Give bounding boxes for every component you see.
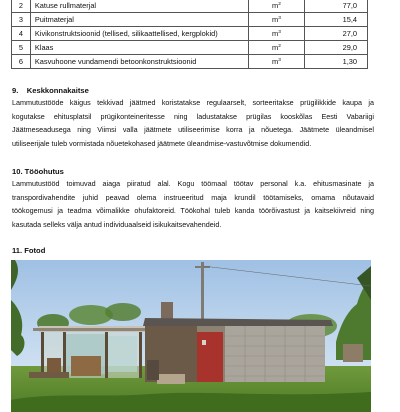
- section-9-heading: 9. Keskkonnakaitse: [12, 86, 89, 95]
- paragraph-line: kasutada selleks välja antud individuaalseid isikukaitsevahendeid.: [12, 219, 222, 229]
- table-row: [12, 13, 368, 27]
- section-9-paragraph: [12, 96, 374, 150]
- section-11-heading: 11. Fotod: [12, 246, 46, 255]
- quantity-cell: 29,0: [305, 41, 368, 55]
- description-cell: Kivikonstruktsioonid (tellised, silikaattellised, kergplokid): [30, 27, 248, 41]
- section-10-heading: 10. Tööohutus: [12, 167, 64, 176]
- unit-text: m: [272, 0, 279, 10]
- table-row: [12, 27, 368, 41]
- table-row: [12, 55, 368, 69]
- building: [145, 326, 325, 384]
- unit-text: m: [272, 28, 279, 38]
- unit-text: m: [272, 14, 279, 24]
- row-number-cell: 2: [12, 0, 31, 13]
- greenhouse-ruin: [29, 326, 157, 378]
- table-row: [12, 41, 368, 55]
- row-number-cell: 5: [12, 41, 31, 55]
- paragraph-line: transpordivahendite juhid peavad olema instrueeritud maja krundil töötamiseks, omama nõutavaid: [12, 192, 374, 202]
- unit-exponent: 2: [278, 43, 281, 49]
- description-cell: Kasvuhoone vundamendi betoonkonstruktsioonid: [30, 55, 248, 69]
- unit-cell: [248, 13, 305, 27]
- unit-exponent: 3: [278, 57, 281, 63]
- unit-text: m: [272, 42, 279, 52]
- row-number-cell: 3: [12, 13, 31, 27]
- quantity-cell: 1,30: [305, 55, 368, 69]
- unit-exponent: 3: [278, 29, 281, 35]
- section-10-paragraph: [12, 177, 374, 231]
- paragraph-line: utiliseerijale tuleb vormistada nõuetekohased jäätmete üleandmise-vastuvõtmise dokumendid.: [12, 138, 312, 148]
- unit-cell: [248, 0, 305, 13]
- description-cell: Katuse rullmaterjal: [30, 0, 248, 13]
- table-row: [12, 0, 368, 13]
- shed: [343, 344, 363, 362]
- paragraph-line: Lammutustööde käigus tekkivad jäätmed koristatakse regulaarselt, sorteeritakse prügilikkide kaupa ja: [12, 98, 374, 107]
- unit-exponent: 2: [278, 1, 281, 7]
- quantity-cell: 15,4: [305, 13, 368, 27]
- paragraph-line: kogutakse ehitusplatsil prügikonteineritesse ning ladustatakse prügilas kooskõlas Eesti Vabariigi: [12, 111, 374, 121]
- quantity-cell: 77,0: [305, 0, 368, 13]
- paragraph-line: Jäätmeseadusega ning Viimsi valla jäätmete utiliseerimise korra ja nõuetega. Jäätmete üleandmisel: [12, 125, 374, 135]
- materials-table-body: [12, 0, 368, 69]
- row-number-cell: 6: [12, 55, 31, 69]
- paragraph-line: töökogemusi ja teadma võimalikke ohufaktoreid. Töökohal tuleb kanda töörõivastust ja kaitsekiivreid ning: [12, 206, 374, 216]
- quantity-cell: 27,0: [305, 27, 368, 41]
- row-number-cell: 4: [12, 27, 31, 41]
- unit-text: m: [272, 56, 279, 66]
- unit-cell: [248, 27, 305, 41]
- paragraph-line: Lammutustööd toimuvad aiaga piiratud alal. Kogu töömaal töötav personal k.a. ehitusmasinate ja: [12, 179, 374, 188]
- description-cell: Klaas: [30, 41, 248, 55]
- unit-cell: [248, 41, 305, 55]
- chimney: [161, 302, 173, 320]
- building-photo: [11, 260, 371, 412]
- unit-exponent: 3: [278, 15, 281, 21]
- unit-cell: [248, 55, 305, 69]
- description-cell: Puitmaterjal: [30, 13, 248, 27]
- materials-table: [11, 0, 368, 69]
- red-door: [197, 332, 223, 382]
